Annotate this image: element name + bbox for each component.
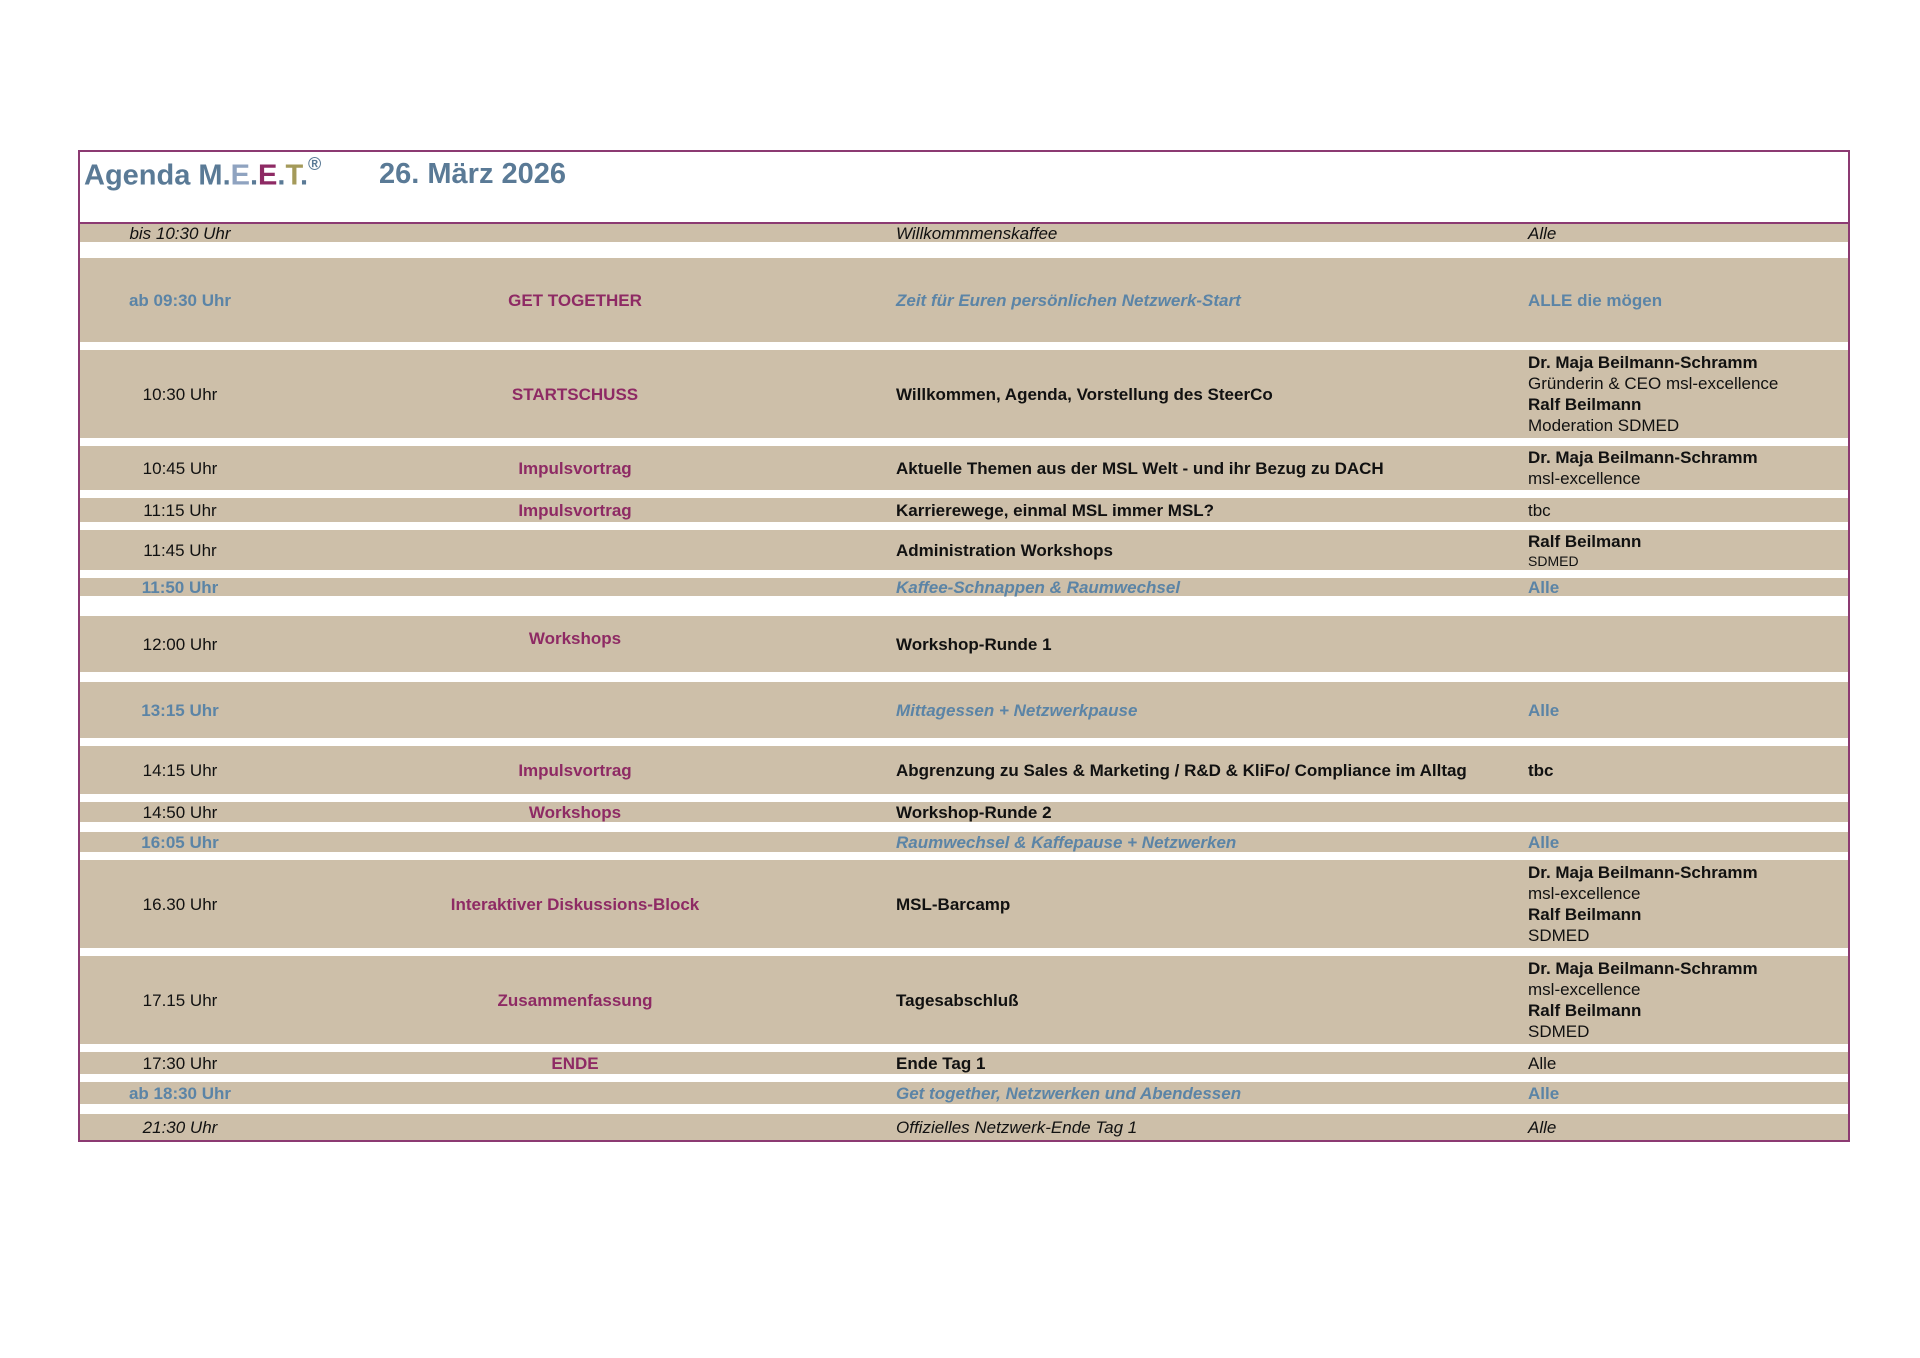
table-row (80, 258, 1848, 342)
row-speaker (1528, 224, 1848, 242)
row-speaker (1528, 860, 1848, 948)
row-category (380, 1114, 770, 1140)
row-topic: Mittagessen + Netzwerkpause (896, 700, 1138, 720)
row-category (380, 530, 770, 570)
agenda-header (80, 152, 1848, 224)
title-agenda: Agenda (84, 159, 191, 192)
row-topic: Kaffee-Schnappen & Raumwechsel (896, 577, 1181, 597)
row-time: 11:15 Uhr (143, 500, 217, 520)
table-row (80, 446, 1848, 490)
speaker-label: Alle (1528, 832, 1560, 852)
table-row (80, 682, 1848, 738)
row-speaker (1528, 746, 1848, 794)
table-row (80, 802, 1848, 822)
agenda-table (78, 150, 1850, 1142)
speaker-name: Ralf Beilmann (1528, 531, 1642, 551)
row-category: Zusammenfassung (497, 990, 653, 1010)
row-topic: Offizielles Netzwerk-Ende Tag 1 (896, 1117, 1138, 1137)
row-speaker (1528, 802, 1848, 822)
row-topic: Zeit für Euren persönlichen Netzwerk-Start (896, 290, 1241, 310)
title-m: M (198, 159, 223, 192)
row-time: 14:15 Uhr (142, 760, 218, 780)
row-time: 10:30 Uhr (142, 384, 218, 404)
row-time: 16:05 Uhr (141, 832, 219, 852)
table-row (80, 832, 1848, 852)
speaker-name: Ralf Beilmann (1528, 395, 1642, 414)
table-row (80, 616, 1848, 672)
table-row (80, 578, 1848, 596)
speaker-label: Alle (1528, 1053, 1557, 1073)
row-speaker (1528, 1082, 1848, 1104)
title-t: T (285, 159, 300, 192)
row-topic: Karrierewege, einmal MSL immer MSL? (896, 500, 1215, 520)
table-row (80, 530, 1848, 570)
row-category: Impulsvortrag (518, 500, 632, 520)
row-category (380, 682, 770, 738)
row-speaker (1528, 530, 1848, 570)
speaker-label: Alle (1528, 577, 1560, 597)
row-speaker (1528, 446, 1848, 490)
speaker-label: Alle (1528, 700, 1560, 720)
row-category: STARTSCHUSS (511, 384, 639, 404)
row-topic: Workshop-Runde 1 (896, 634, 1052, 654)
speaker-organization: msl-excellence (1528, 980, 1641, 999)
row-topic: Raumwechsel & Kaffepause + Netzwerken (896, 832, 1237, 852)
event-date: 26. März 2026 (379, 158, 567, 190)
table-row (80, 1052, 1848, 1074)
row-speaker (1528, 1114, 1848, 1140)
row-time: ab 09:30 Uhr (128, 290, 232, 310)
row-time: 14:50 Uhr (142, 802, 218, 822)
speaker-organization: SDMED (1528, 1022, 1590, 1041)
row-category: ENDE (551, 1053, 599, 1073)
row-topic: MSL-Barcamp (896, 894, 1011, 914)
row-topic: Tagesabschluß (896, 990, 1019, 1010)
speaker-organization: msl-excellence (1528, 469, 1641, 488)
row-topic: Willkommmenskaffee (896, 223, 1058, 243)
table-row (80, 224, 1848, 242)
table-row (80, 350, 1848, 438)
speaker-organization: SDMED (1528, 926, 1590, 945)
row-category: Impulsvortrag (518, 458, 632, 478)
speaker-name: Ralf Beilmann (1528, 905, 1642, 924)
row-speaker (1528, 1052, 1848, 1074)
page-title: Agenda M.E.E.T.® (84, 154, 322, 192)
speaker-name: Ralf Beilmann (1528, 1001, 1642, 1020)
row-time: 17:30 Uhr (142, 1053, 218, 1073)
row-speaker (1528, 682, 1848, 738)
row-topic: Abgrenzung zu Sales & Marketing / R&D & KliFo/ Compliance im Alltag (896, 760, 1467, 780)
speaker-organization: SDMED (1528, 552, 1579, 569)
row-time: 16.30 Uhr (142, 894, 218, 914)
row-category: Interaktiver Diskussions-Block (450, 894, 700, 914)
row-speaker (1528, 350, 1848, 438)
speaker-label: Alle (1528, 223, 1557, 243)
row-time: 12:00 Uhr (142, 634, 218, 654)
row-category: Workshops (528, 629, 622, 648)
row-time: 13:15 Uhr (141, 700, 219, 720)
speaker-organization: msl-excellence (1528, 884, 1641, 903)
row-category: GET TOGETHER (508, 290, 642, 310)
speaker-label: Alle (1528, 1117, 1557, 1137)
speaker-name: Dr. Maja Beilmann-Schramm (1528, 353, 1758, 372)
row-speaker (1528, 616, 1848, 672)
title-e1: E (230, 159, 250, 192)
row-category: Impulsvortrag (518, 760, 632, 780)
row-time: 10:45 Uhr (142, 458, 218, 478)
title-e2: E (258, 159, 278, 192)
row-time: bis 10:30 Uhr (129, 223, 231, 243)
speaker-name: Dr. Maja Beilmann-Schramm (1528, 448, 1758, 467)
speaker-label: tbc (1528, 760, 1554, 780)
row-topic: Ende Tag 1 (896, 1053, 986, 1073)
speaker-label: Alle (1528, 1083, 1560, 1103)
speaker-organization: Gründerin & CEO msl-excellence (1528, 374, 1779, 393)
row-time: ab 18:30 Uhr (128, 1083, 232, 1103)
row-category (380, 832, 770, 852)
table-row (80, 1114, 1848, 1140)
row-topic: Aktuelle Themen aus der MSL Welt - und ihr Bezug zu DACH (896, 458, 1384, 478)
row-speaker (1528, 956, 1848, 1044)
table-row (80, 746, 1848, 794)
row-category: Workshops (528, 802, 622, 822)
speaker-name: Dr. Maja Beilmann-Schramm (1528, 959, 1758, 978)
row-speaker (1528, 498, 1848, 522)
row-speaker (1528, 832, 1848, 852)
row-speaker (1528, 258, 1848, 342)
row-time: 11:45 Uhr (143, 540, 217, 560)
registered-mark: ® (308, 154, 322, 174)
table-row (80, 860, 1848, 948)
speaker-name: Dr. Maja Beilmann-Schramm (1528, 863, 1758, 882)
row-topic: Get together, Netzwerken und Abendessen (896, 1083, 1242, 1103)
row-topic: Willkommen, Agenda, Vorstellung des SteerCo (896, 384, 1273, 404)
table-row (80, 956, 1848, 1044)
row-topic: Workshop-Runde 2 (896, 802, 1052, 822)
speaker-label: ALLE die mögen (1528, 290, 1663, 310)
speaker-label: tbc (1528, 500, 1551, 520)
table-row (80, 498, 1848, 522)
row-category (380, 224, 770, 242)
row-time: 11:50 Uhr (141, 577, 219, 597)
table-row (80, 1082, 1848, 1104)
row-time: 17.15 Uhr (142, 990, 218, 1010)
speaker-organization: Moderation SDMED (1528, 416, 1680, 435)
row-category (380, 578, 770, 596)
row-category (380, 1082, 770, 1104)
row-topic: Administration Workshops (896, 540, 1113, 560)
row-speaker (1528, 578, 1848, 596)
row-time: 21:30 Uhr (142, 1117, 218, 1137)
